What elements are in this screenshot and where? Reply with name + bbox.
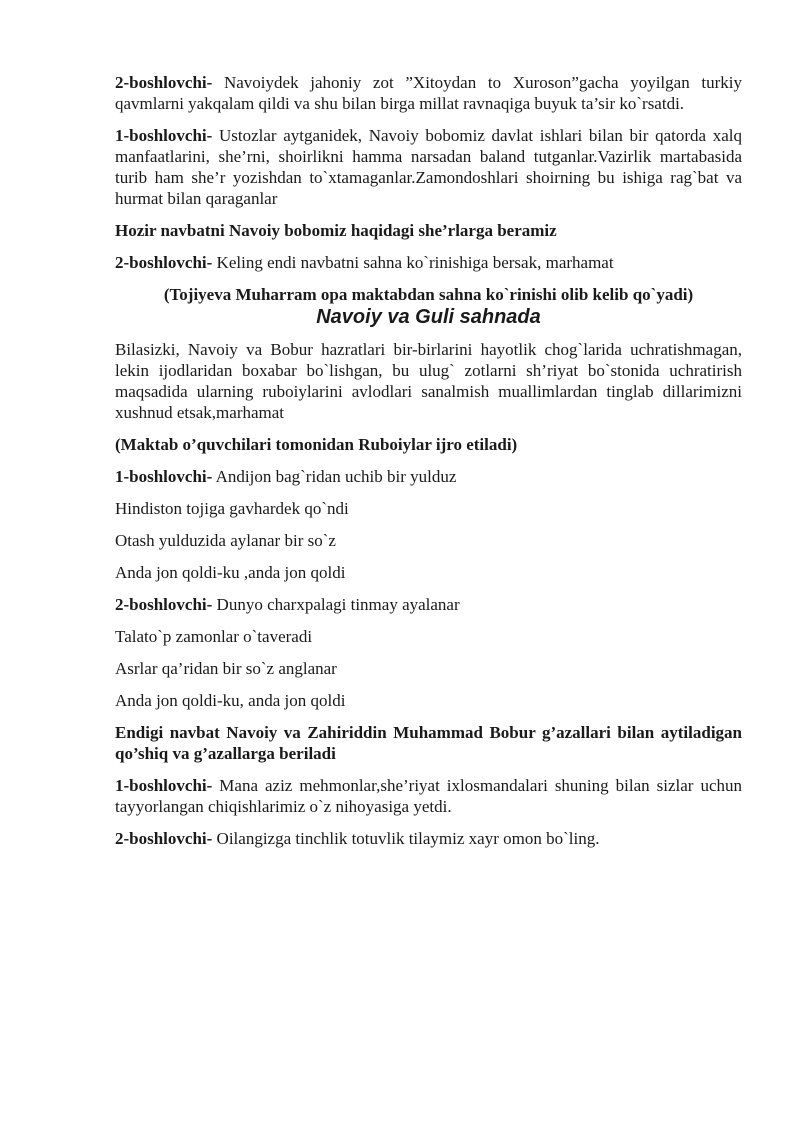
speaker-label: 1-boshlovchi- (115, 126, 213, 145)
speaker-label: 2-boshlovchi- (115, 253, 213, 272)
paragraph: Bilasizki, Navoiy va Bobur hazratlari bir-birlarini hayotlik chog`larida uchratishmagan, lekin ijodlaridan boxabar bo`lishgan, bu ulug` zotlarni sh’riyat bo`stonida uchratirish maqsadida ularning ruboiylarini avlodlari sanalmish muallimlardan tinglab dillarimizni xushnud etsak,marhamat (115, 340, 742, 422)
verse-text: Dunyo charxpalagi tinmay ayalanar (212, 595, 460, 614)
section-heading: Hozir navbatni Navoiy bobomiz haqidagi she’rlarga beramiz (115, 221, 557, 240)
paragraph (115, 775, 742, 817)
speaker-label: 2-boshlovchi- (115, 829, 213, 848)
speaker-label: 2-boshlovchi- (115, 73, 213, 92)
speaker-label: 1-boshlovchi- (115, 776, 213, 795)
stage-note: (Tojiyeva Muharram opa maktabdan sahna ko`rinishi olib kelib qo`yadi) (163, 285, 694, 304)
paragraph-text: Oilangizga tinchlik totuvlik tilaymiz xayr omon bo`ling. (212, 829, 600, 848)
section-heading: Endigi navbat Navoiy va Zahiriddin Muhammad Bobur g’azallari bilan aytiladigan qo’shiq va g’azallarga beriladi (115, 723, 742, 763)
document-page (115, 72, 742, 860)
paragraph-text: Ustozlar aytganidek, Navoiy bobomiz davlat ishlari bilan bir qatorda xalq manfaatlarini, she’rni, shoirlikni hamma narsadan baland tutganlar.Vazirlik martabasida turib ham she’r yozishdan to`xtamaganlar.Zamondoshlari shoirning bu ishiga rag`bat va hurmat bilan qaraganlar (115, 126, 742, 208)
verse-line: Anda jon qoldi-ku, anda jon qoldi (115, 691, 346, 710)
verse-line (115, 594, 742, 615)
verse-line: Anda jon qoldi-ku ,anda jon qoldi (115, 563, 346, 582)
paragraph (115, 125, 742, 209)
verse-line: Otash yulduzida aylanar bir so`z (115, 531, 336, 550)
paragraph-text: Navoiydek jahoniy zot ”Xitoydan to Xuroson”gacha yoyilgan turkiy qavmlarni yakqalam qildi va shu bilan birga millat ravnaqiga buyuk ta’sir ko`rsatdi. (115, 73, 742, 113)
paragraph-text: Keling endi navbatni sahna ko`rinishiga bersak, marhamat (212, 253, 614, 272)
verse-line: Hindiston tojiga gavhardek qo`ndi (115, 499, 349, 518)
speaker-label: 2-boshlovchi- (115, 595, 213, 614)
section-heading: (Maktab o’quvchilari tomonidan Ruboiylar ijro etiladi) (115, 435, 518, 454)
speaker-label: 1-boshlovchi- (115, 467, 213, 486)
paragraph (115, 72, 742, 114)
paragraph-text: Mana aziz mehmonlar,she’riyat ixlosmandalari shuning bilan sizlar uchun tayyorlangan chiqishlarimiz o`z nihoyasiga yetdi. (115, 776, 742, 816)
scene-title: Navoiy va Guli sahnada (316, 306, 541, 328)
verse-line: Asrlar qa’ridan bir so`z anglanar (115, 659, 337, 678)
verse-line: Talato`p zamonlar o`taveradi (115, 627, 313, 646)
verse-line (115, 466, 742, 487)
paragraph (115, 252, 742, 273)
paragraph (115, 828, 742, 849)
verse-text: Andijon bag`ridan uchib bir yulduz (212, 467, 457, 486)
